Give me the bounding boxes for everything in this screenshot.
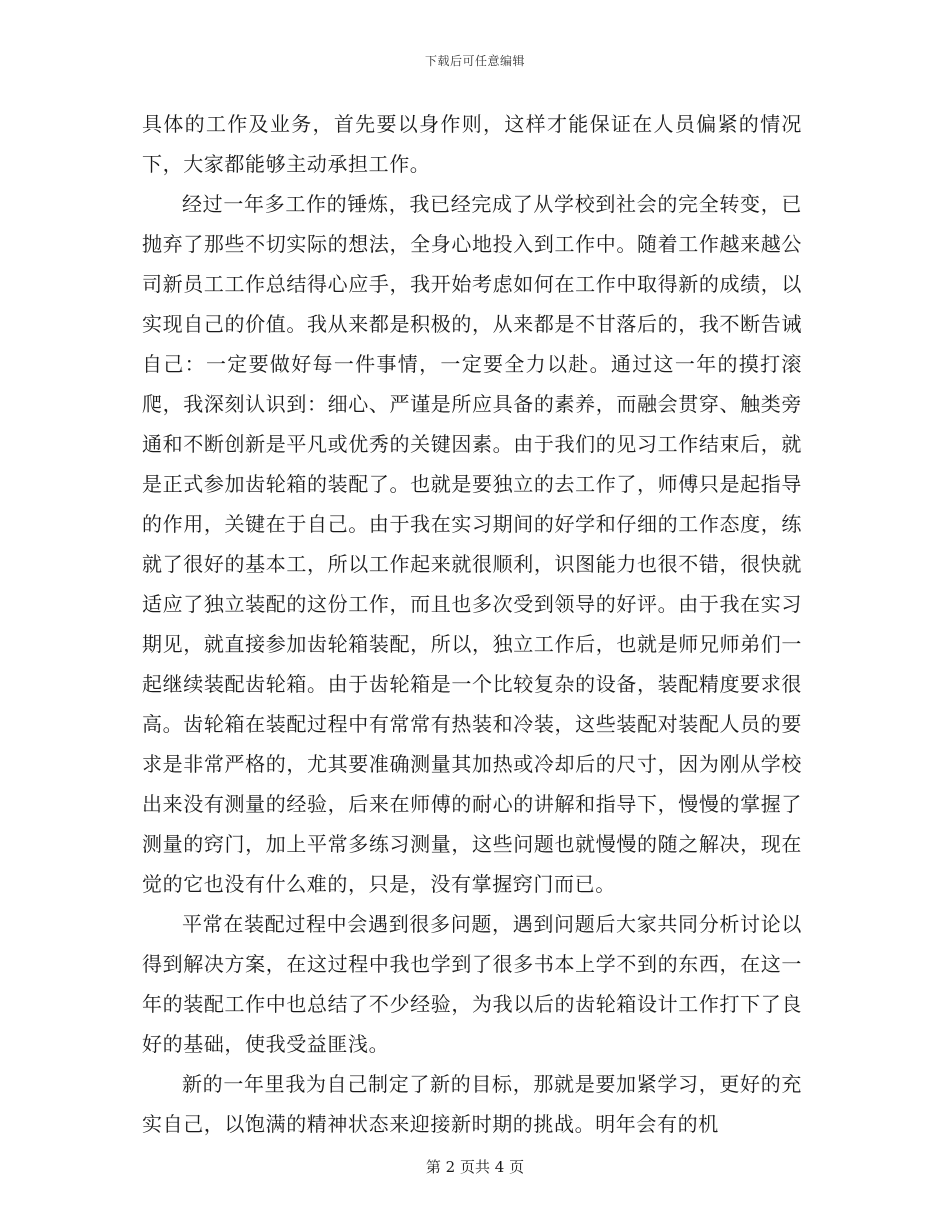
paragraph-4: 新的一年里我为自己制定了新的目标，那就是要加紧学习，更好的充实自己，以饱满的精神状态来迎接新时期的挑战。明年会有的机 bbox=[142, 1072, 802, 1136]
paragraph-1: 具体的工作及业务，首先要以身作则，这样才能保证在人员偏紧的情况下，大家都能够主动承担工作。 bbox=[142, 112, 802, 176]
document-body bbox=[142, 104, 802, 1144]
page-header: 下载后可任意编辑 bbox=[424, 54, 525, 68]
paragraph-2: 经过一年多工作的锤炼，我已经完成了从学校到社会的完全转变，已抛弃了那些不切实际的想法，全身心地投入到工作中。随着工作越来越公司新员工工作总结得心应手，我开始考虑如何在工作中取得新的成绩，以实现自己的价值。我从来都是积极的，从来都是不甘落后的，我不断告诫自己：一定要做好每一件事情，一定要全力以赴。通过这一年的摸打滚爬，我深刻认识到：细心、严谨是所应具备的素养，而融会贯穿、触类旁通和不断创新是平凡或优秀的关键因素。由于我们的见习工作结束后，就是正式参加齿轮箱的装配了。也就是要独立的去工作了，师傅只是起指导的作用，关键在于自己。由于我在实习期间的好学和仔细的工作态度，练就了很好的基本工，所以工作起来就很顺利，识图能力也很不错，很快就适应了独立装配的这份工作，而且也多次受到领导的好评。由于我在实习期见，就直接参加齿轮箱装配，所以，独立工作后，也就是师兄师弟们一起继续装配齿轮箱。由于齿轮箱是一个比较复杂的设备，装配精度要求很高。齿轮箱在装配过程中有常常有热装和冷装，这些装配对装配人员的要求是非常严格的，尤其要准确测量其加热或冷却后的尺寸，因为刚从学校出来没有测量的经验，后来在师傅的耐心的讲解和指导下，慢慢的掌握了测量的窍门，加上平常多练习测量，这些问题也就慢慢的随之解决，现在觉的它也没有什么难的，只是，没有掌握窍门而已。 bbox=[142, 192, 802, 896]
page-footer: 第 2 页共 4 页 bbox=[425, 1158, 525, 1176]
paragraph-3: 平常在装配过程中会遇到很多问题，遇到问题后大家共同分析讨论以得到解决方案，在这过程中我也学到了很多书本上学不到的东西，在这一年的装配工作中也总结了不少经验，为我以后的齿轮箱设计工作打下了良好的基础，使我受益匪浅。 bbox=[142, 912, 802, 1056]
